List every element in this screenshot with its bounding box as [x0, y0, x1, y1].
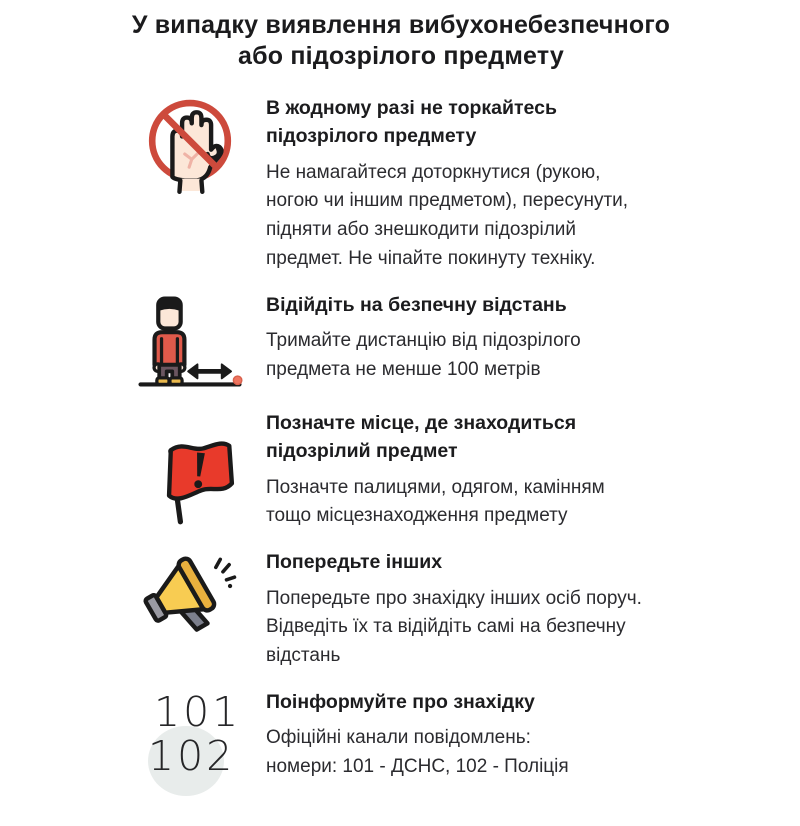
section-inform: [130, 688, 672, 800]
megaphone-icon: [140, 554, 240, 643]
section-heading: В жодному разі не торкайтесь підозрілого предмету: [266, 97, 557, 148]
page-title: У випадку виявлення вибухонебезпечного або підозрілого предмету: [131, 11, 671, 70]
section-body: Не намагайтеся доторкнутися (рукою, ногою чи іншим предметом), пересунути, підняти або знешкодити підозрілий предмет. Не чіпайте покинуту техніку.: [266, 161, 629, 270]
section-heading: Позначте місце, де знаходиться підозрілий предмет: [266, 412, 577, 463]
section-body: Офіційні канали повідомлень:: [266, 727, 531, 749]
section-mark-place: [130, 409, 672, 531]
emergency-number-101: 101: [154, 688, 242, 737]
section-do-not-touch: [130, 94, 672, 274]
keep-distance-person-icon: [134, 291, 246, 392]
section-body-line2: номери: 101 - ДСНС, 102 - Поліція: [266, 756, 569, 778]
section-heading: Поінформуйте про знахідку: [266, 691, 535, 714]
section-body: Позначте палицями, одягом, камінням тощо місцезнаходження предмету: [266, 476, 605, 527]
section-body: Тримайте дистанцію від підозрілого предмета не менше 100 метрів: [266, 330, 581, 381]
section-heading: Попередьте інших: [266, 551, 443, 574]
section-heading: Відійдіть на безпечну відстань: [266, 294, 567, 317]
section-warn-others: [130, 548, 672, 671]
section-keep-distance: [130, 291, 672, 392]
emergency-number-102: 102: [148, 732, 236, 781]
no-touch-hand-icon: [139, 94, 241, 200]
warning-flag-icon: [142, 423, 238, 528]
section-body: Попередьте про знахідку інших осіб поруч. Відведіть їх та відійдіть самі на безпечну відстань: [266, 587, 642, 667]
emergency-numbers-icon: [132, 690, 248, 800]
